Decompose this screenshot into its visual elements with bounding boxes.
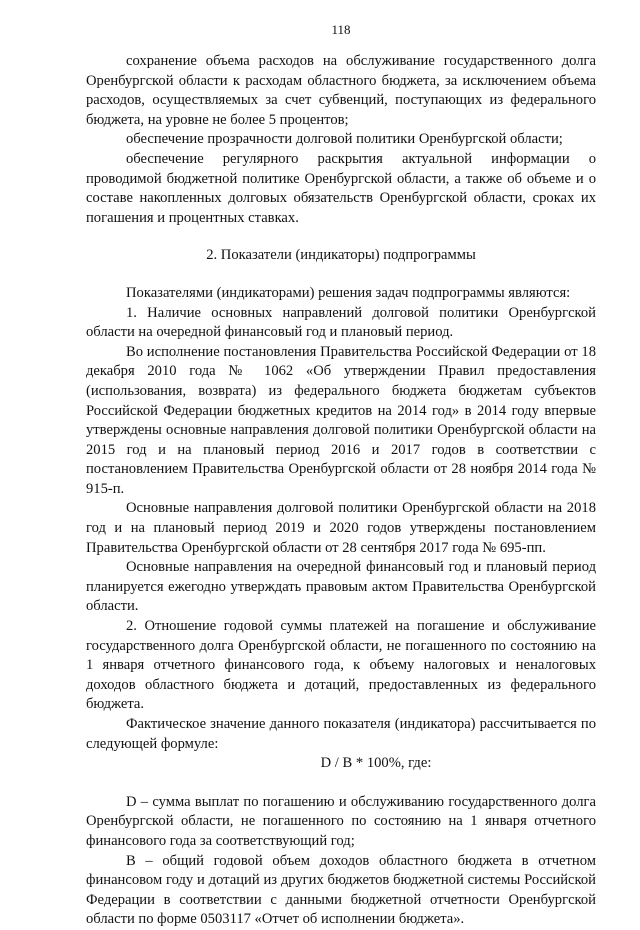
body-paragraph-3: Во исполнение постановления Правительства Российской Федерации от 18 декабря 2010 года № 1062 «Об утверждении Правил предоставления (использования, возврата) из федерального бюджета бюджетам субъектов Российской Федерации бюджетных кредитов на 2014 год» в 2014 году впервые утверждены основные направления долговой политики Оренбургской области на 2015 год и на плановый период 2016 и 2017 годов в соответствии с постановлением Правительства Оренбургской области от 28 ноября 2014 года № 915-п. bbox=[86, 343, 596, 497]
intro-paragraph-3: обеспечение регулярного раскрытия актуальной информации о проводимой бюджетной политике Оренбургской области, а также об объеме и о составе накопленных долговых обязательств Оренбургской области, сроках их погашения и процентных ставках. bbox=[86, 150, 596, 226]
body-paragraph-1: Показателями (индикаторами) решения задач подпрограммы являются: bbox=[126, 284, 571, 301]
definition-d: D – сумма выплат по погашению и обслуживанию государственного долга Оренбургской области, не погашенного по состоянию на 1 января отчетного финансового года за соответствующий год; bbox=[86, 793, 596, 849]
body-paragraph-5: Основные направления на очередной финансовый год и плановый период планируется ежегодно утверждать правовым актом Правительства Оренбургской области. bbox=[86, 559, 596, 615]
intro-paragraph-2: обеспечение прозрачности долговой политики Оренбургской области; bbox=[126, 131, 563, 148]
spacer bbox=[86, 774, 596, 793]
body-paragraph-4: Основные направления долговой политики Оренбургской области на 2018 год и на плановый период 2019 и 2020 годов утверждены постановлением Правительства Оренбургской области от 28 сентября 2017 года № 695-пп. bbox=[86, 500, 596, 556]
definition-b: B – общий годовой объем доходов областного бюджета в отчетном финансовом году и дотаций из других бюджетов бюджетной системы Российской Федерации в соответствии с данными бюджетной отчетности Оренбургской области по форме 0503117 «Отчет об исполнении бюджета». bbox=[86, 852, 596, 928]
formula: D / B * 100%, где: bbox=[320, 755, 432, 772]
page-number: 118 bbox=[331, 22, 351, 37]
body-paragraph-6: 2. Отношение годовой суммы платежей на погашение и обслуживание государственного долга Оренбургской области, не погашенного по состоянию на 1 января отчетного финансового года, к объему налоговых и неналоговых доходов областного бюджета и дотаций, предоставленных из федерального бюджета. bbox=[86, 618, 596, 713]
body-paragraph-2: 1. Наличие основных направлений долговой политики Оренбургской области на очередной финансовый год и плановый период. bbox=[86, 304, 596, 341]
body-paragraph-7: Фактическое значение данного показателя (индикатора) рассчитывается по следующей формуле: bbox=[86, 716, 596, 752]
intro-paragraph-1: сохранение объема расходов на обслуживание государственного долга Оренбургской области к расходам областного бюджета, за исключением объема расходов, осуществляемых за счет субвенций, поступающих из федерального бюджета, на уровне не более 5 процентов; bbox=[86, 53, 596, 128]
section-heading: 2. Показатели (индикаторы) подпрограммы bbox=[206, 247, 476, 264]
document-page bbox=[86, 22, 596, 930]
